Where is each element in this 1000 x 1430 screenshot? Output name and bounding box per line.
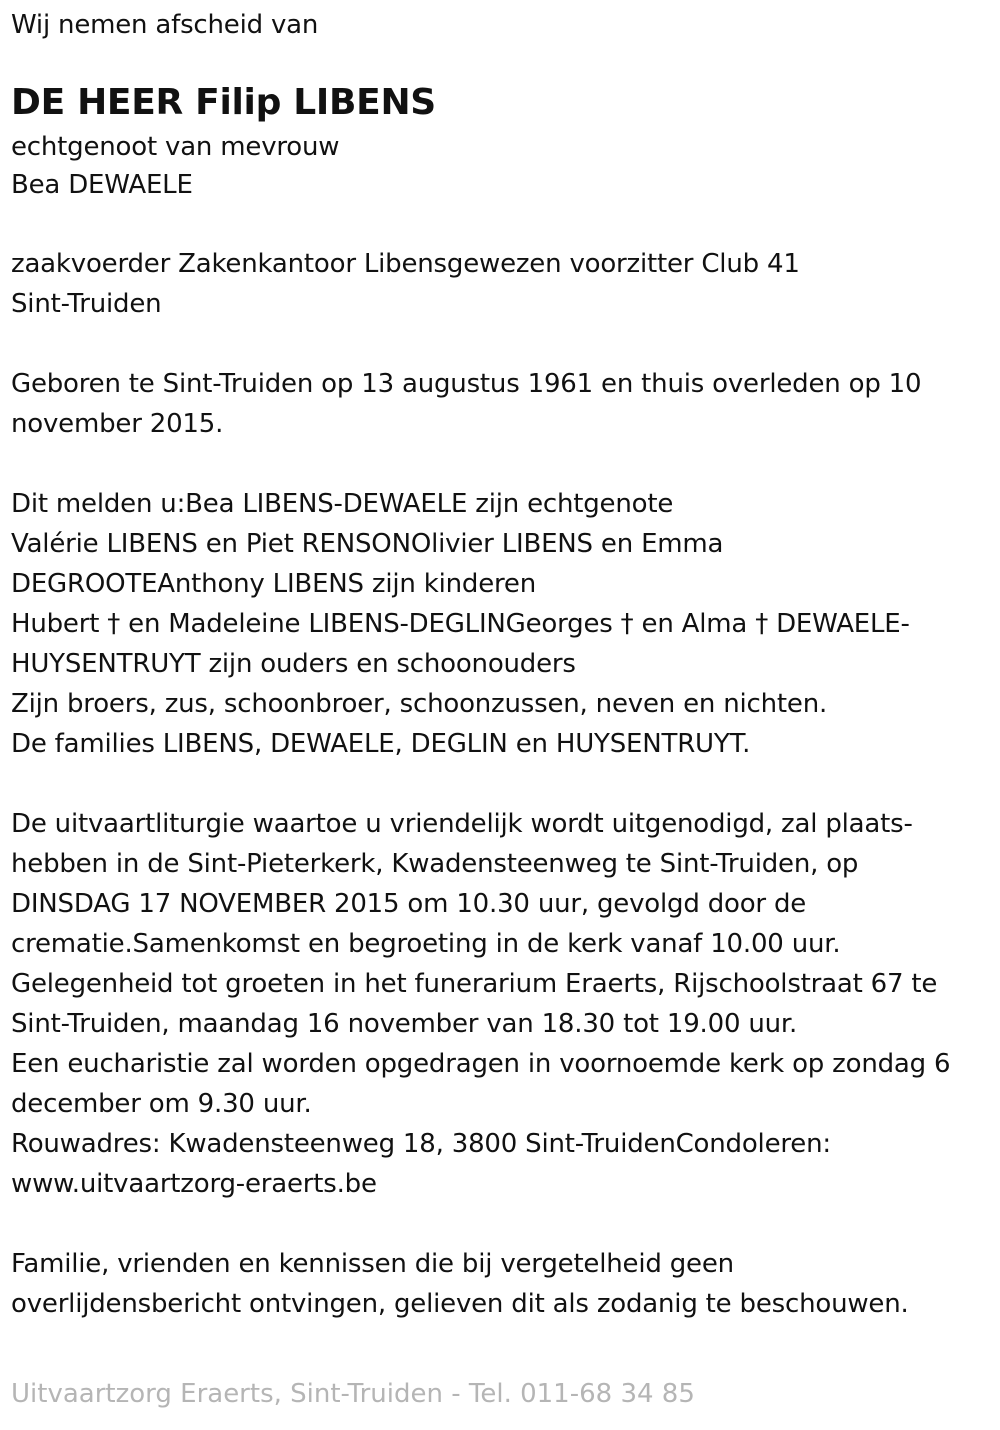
funeral-line: DINSDAG 17 NOVEMBER 2015 om 10.30 uur, gevolgd door de: [11, 889, 807, 919]
intro-text: Wij nemen afscheid van: [11, 10, 319, 40]
funeral-line: Gelegenheid tot groeten in het funerarium Eraerts, Rijschoolstraat 67 te: [11, 969, 938, 999]
family-line: HUYSENTRUYT zijn ouders en schoonouders: [11, 649, 576, 679]
funeral-line: Sint-Truiden, maandag 16 november van 18.30 tot 19.00 uur.: [11, 1009, 798, 1039]
spacer: [11, 324, 1000, 364]
closing-block: [11, 1244, 1000, 1324]
deceased-name: DE HEER Filip LIBENS: [11, 82, 436, 123]
closing-line: Familie, vrienden en kennissen die bij vergetelheid geen: [11, 1249, 734, 1279]
birth-death-line: Geboren te Sint-Truiden op 13 augustus 1961 en thuis overleden op 10: [11, 369, 922, 399]
spouse-relation: echtgenoot van mevrouw: [11, 132, 340, 162]
funeral-line: Een eucharistie zal worden opgedragen in voornoemde kerk op zondag 6: [11, 1049, 951, 1079]
spacer: [11, 204, 1000, 244]
family-line: Dit melden u:Bea LIBENS-DEWAELE zijn echtgenote: [11, 489, 674, 519]
funeral-home-footer: Uitvaartzorg Eraerts, Sint-Truiden - Tel. 011-68 34 85: [11, 1379, 695, 1409]
family-line: Zijn broers, zus, schoonbroer, schoonzussen, neven en nichten.: [11, 689, 828, 719]
closing-line: overlijdensbericht ontvingen, gelieven dit als zodanig te beschouwen.: [11, 1289, 909, 1319]
family-line: Valérie LIBENS en Piet RENSONOlivier LIBENS en Emma: [11, 529, 724, 559]
funeral-line: De uitvaartliturgie waartoe u vriendelijk wordt uitgenodigd, zal plaats-: [11, 809, 913, 839]
family-line: Hubert † en Madeleine LIBENS-DEGLINGeorges † en Alma † DEWAELE-: [11, 609, 910, 639]
spacer: [11, 1204, 1000, 1244]
family-line: De families LIBENS, DEWAELE, DEGLIN en HUYSENTRUYT.: [11, 729, 751, 759]
spouse-name: Bea DEWAELE: [11, 170, 193, 200]
family-block: [11, 484, 1000, 764]
spacer: [11, 764, 1000, 804]
funeral-block: [11, 804, 1000, 1204]
occupation-line: Sint-Truiden: [11, 289, 162, 319]
birth-death-line: november 2015.: [11, 409, 224, 439]
funeral-line: december om 9.30 uur.: [11, 1089, 312, 1119]
occupation-line: zaakvoerder Zakenkantoor Libensgewezen voorzitter Club 41: [11, 249, 800, 279]
occupation-block: [11, 244, 1000, 324]
funeral-line: hebben in de Sint-Pieterkerk, Kwadensteenweg te Sint-Truiden, op: [11, 849, 859, 879]
funeral-website: www.uitvaartzorg-eraerts.be: [11, 1169, 377, 1199]
birth-death-block: [11, 364, 1000, 444]
spouse-block: [11, 128, 1000, 204]
funeral-line: crematie.Samenkomst en begroeting in de kerk vanaf 10.00 uur.: [11, 929, 841, 959]
family-line: DEGROOTEAnthony LIBENS zijn kinderen: [11, 569, 537, 599]
funeral-line: Rouwadres: Kwadensteenweg 18, 3800 Sint-TruidenCondoleren:: [11, 1129, 831, 1159]
spacer: [11, 444, 1000, 484]
